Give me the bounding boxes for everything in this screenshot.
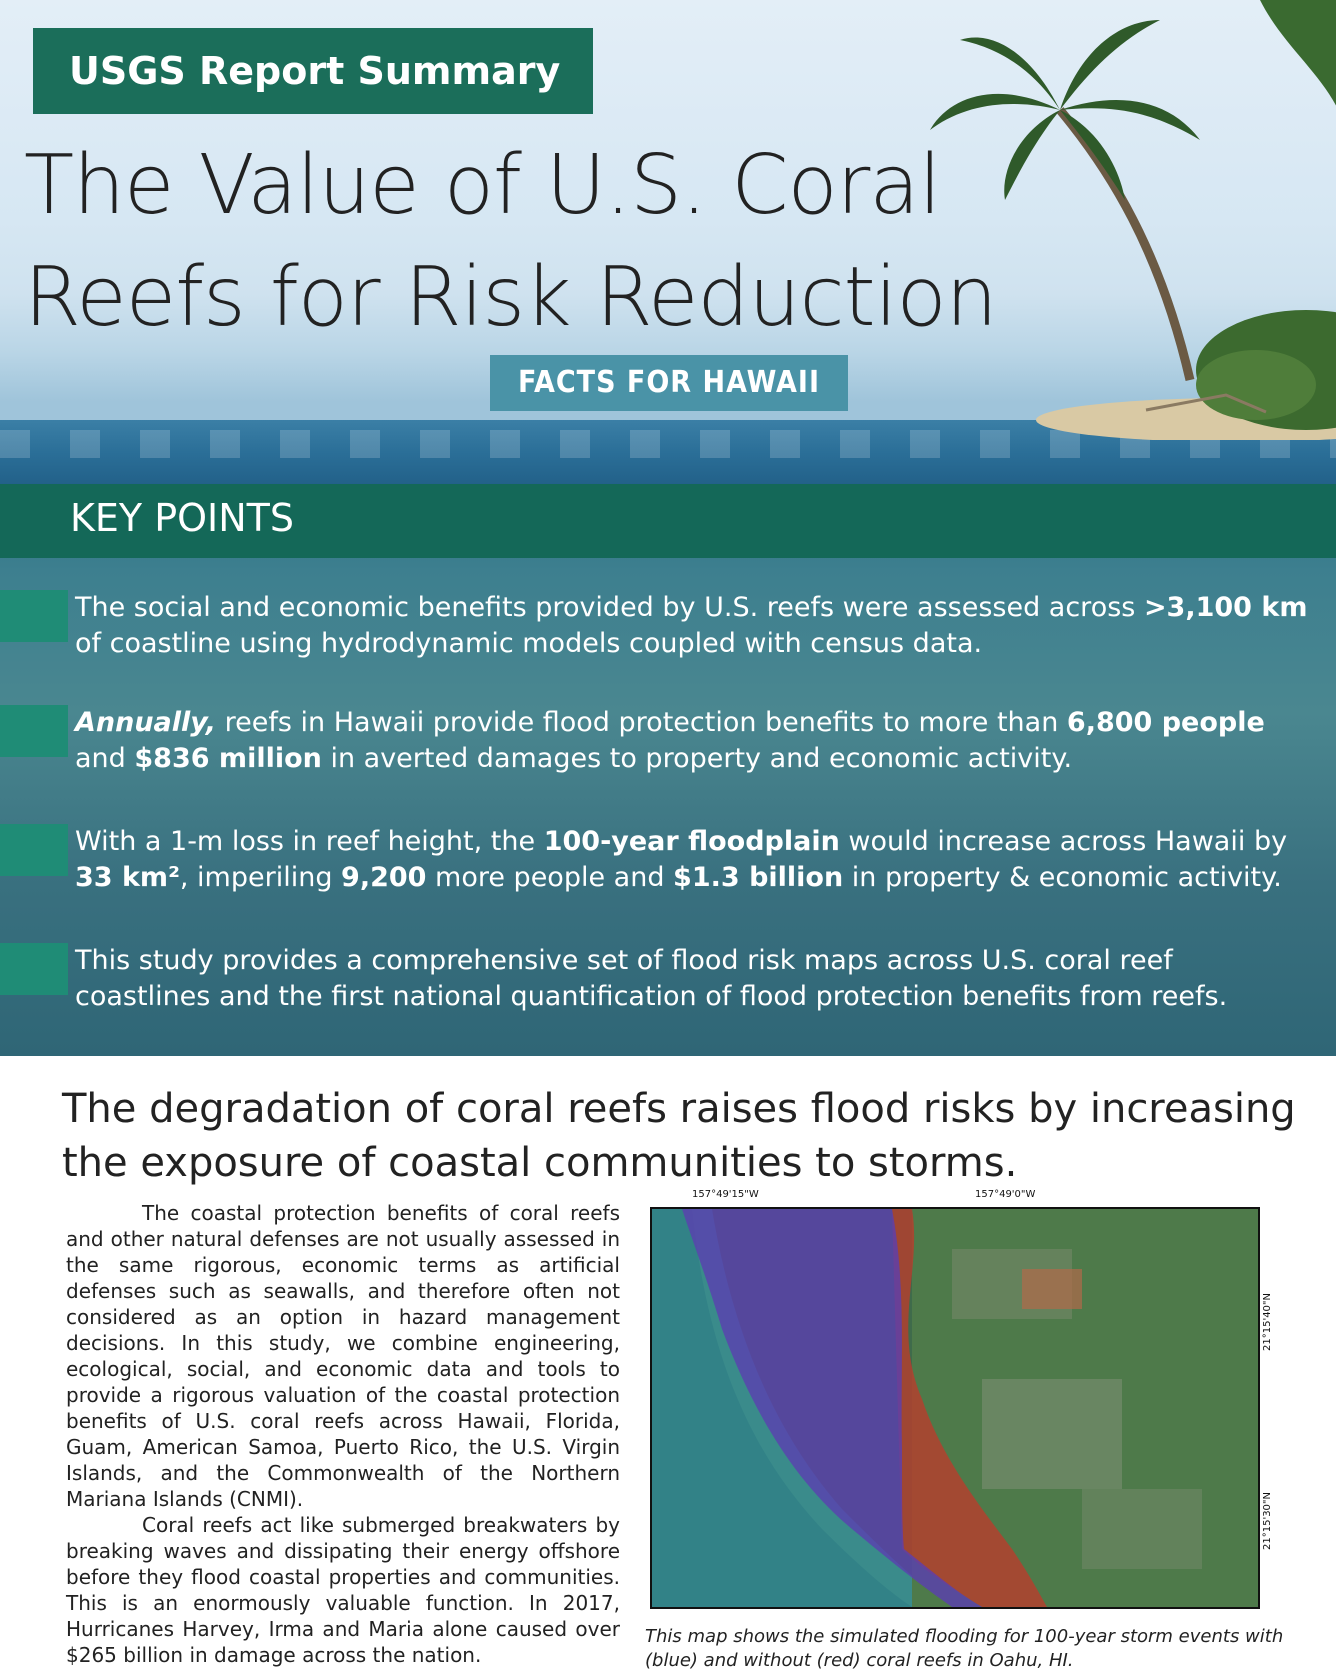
- text-run: With a 1-m loss in reef height, the: [75, 826, 544, 857]
- text-run: and: [75, 743, 135, 774]
- page-title: [24, 130, 1034, 354]
- key-point-marker: [0, 824, 68, 876]
- section-heading: The degradation of coral reefs raises flood risks by increasing the exposure of coastal communities to storms.: [62, 1086, 1296, 1186]
- map-latitude-label: 21°15'30"N: [1262, 1491, 1273, 1550]
- facts-label: [490, 355, 848, 411]
- title-line-1: The Value of U.S. Coral: [24, 138, 941, 233]
- key-point-text: [75, 590, 1315, 662]
- text-run: more people and: [426, 862, 674, 893]
- key-point-text: [75, 943, 1315, 1015]
- text-run: in averted damages to property and economic activity.: [321, 743, 1073, 774]
- text-run-bold: 33 km²: [75, 862, 180, 893]
- text-run: would increase across Hawaii by: [839, 826, 1288, 857]
- key-point-text: [75, 705, 1315, 777]
- text-run-bold: 100-year floodplain: [543, 826, 840, 857]
- key-point-text: [75, 824, 1315, 896]
- key-point-marker: [0, 705, 68, 757]
- key-point-marker: [0, 590, 68, 642]
- body-text: [66, 1200, 620, 1668]
- map-latitude-label: 21°15'40"N: [1262, 1292, 1273, 1351]
- text-run: This study provides a comprehensive set of flood risk maps across U.S. coral reef coastlines and the first national quantification of flood protection benefits from reefs.: [75, 945, 1228, 1012]
- map-longitude-label: 157°49'15"W: [692, 1189, 759, 1200]
- text-run: reefs in Hawaii provide flood protection benefits to more than: [216, 707, 1067, 738]
- text-run-bold: $1.3 billion: [673, 862, 844, 893]
- facts-label-text: FACTS FOR HAWAII: [517, 365, 820, 400]
- text-run: , imperiling: [179, 862, 342, 893]
- text-run: of coastline using hydrodynamic models coupled with census data.: [75, 628, 983, 659]
- title-line-2: Reefs for Risk Reduction: [24, 250, 997, 345]
- text-run-bold: >3,100 km: [1143, 592, 1308, 623]
- key-points-title: KEY POINTS: [70, 496, 295, 540]
- flood-map: [650, 1207, 1260, 1609]
- paragraph: Coral reefs act like submerged breakwaters by breaking waves and dissipating their energy offshore before they flood coastal properties and communities. This is an enormously valuable function. In 2017, Hurricanes Harvey, Irma and Maria alone caused over $265 billion in damage across the nation.: [66, 1513, 620, 1667]
- text-run: The social and economic benefits provided by U.S. reefs were assessed across: [75, 592, 1144, 623]
- text-run-bold: $836 million: [134, 743, 322, 774]
- map-caption: This map shows the simulated flooding for 100-year storm events with (blue) and without (red) coral reefs in Oahu, HI.: [645, 1626, 1284, 1671]
- map-longitude-label: 157°49'0"W: [975, 1189, 1036, 1200]
- paragraph: The coastal protection benefits of coral reefs and other natural defenses are not usually assessed in the same rigorous, economic terms as artificial defenses such as seawalls, and therefore often not considered as an option in hazard management decisions. In this study, we combine engineering, ecological, social, and economic data and tools to provide a rigorous valuation of the coastal protection benefits of U.S. coral reefs across Hawaii, Florida, Guam, American Samoa, Puerto Rico, the U.S. Virgin Islands, and the Commonwealth of the Northern Mariana Islands (CNMI).: [66, 1201, 620, 1511]
- key-point-marker: [0, 943, 68, 995]
- report-badge: [33, 28, 593, 114]
- text-run-bold: 6,800 people: [1066, 707, 1265, 738]
- text-run-bold: 9,200: [341, 862, 427, 893]
- badge-label: USGS Report Summary: [69, 49, 561, 93]
- text-run: in property & economic activity.: [843, 862, 1282, 893]
- flood-map-graphic: [652, 1209, 1258, 1607]
- text-run-bold-italic: Annually,: [75, 707, 217, 738]
